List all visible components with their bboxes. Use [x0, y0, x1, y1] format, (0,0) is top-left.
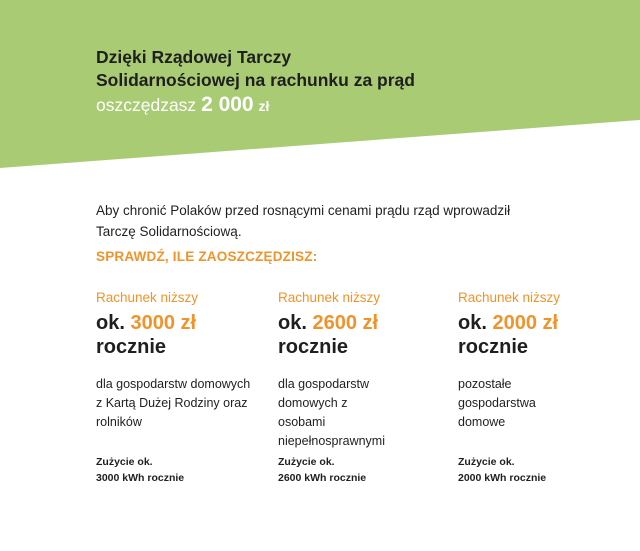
column-amount: [278, 311, 438, 359]
column-label: Rachunek niższy: [458, 290, 561, 305]
savings-column-large-families: [96, 289, 256, 484]
column-description: pozostałe gospodarstwa domowe: [458, 377, 536, 429]
amount-prefix: ok.: [96, 312, 125, 334]
amount-suffix: rocznie: [96, 336, 167, 358]
column-usage: [458, 454, 638, 486]
amount-suffix: rocznie: [278, 336, 349, 358]
amount-value: 2600 zł: [312, 312, 379, 334]
usage-line-2: 2600 kWh rocznie: [278, 472, 367, 484]
column-amount: [458, 311, 618, 359]
usage-line-2: 3000 kWh rocznie: [96, 472, 185, 484]
amount-value: 3000 zł: [130, 312, 197, 334]
usage-line-1: Zużycie ok.: [96, 456, 153, 468]
column-amount: [96, 311, 256, 359]
usage-line-2: 2000 kWh rocznie: [458, 472, 547, 484]
savings-column-other: [458, 289, 618, 484]
usage-line-1: Zużycie ok.: [278, 456, 335, 468]
savings-prefix: oszczędzasz: [96, 95, 197, 115]
amount-value: 2000 zł: [492, 312, 559, 334]
savings-currency: zł: [258, 98, 270, 114]
column-description: dla gospodarstw domowych z osobami niepełnosprawnymi: [278, 377, 386, 448]
savings-column-disabled: [278, 289, 438, 484]
column-description: dla gospodarstw domowych z Kartą Dużej Rodziny oraz rolników: [96, 377, 251, 429]
hero-line-1: Dzięki Rządowej Tarczy: [96, 47, 292, 67]
amount-prefix: ok.: [458, 312, 487, 334]
savings-amount: 2 000: [201, 93, 254, 116]
usage-line-1: Zużycie ok.: [458, 456, 515, 468]
check-savings-heading: SPRAWDŹ, ILE ZAOSZCZĘDZISZ:: [96, 249, 318, 264]
hero-savings: [96, 93, 415, 118]
column-label: Rachunek niższy: [96, 290, 199, 305]
column-label: Rachunek niższy: [278, 290, 381, 305]
column-usage: [96, 454, 276, 486]
amount-suffix: rocznie: [458, 336, 529, 358]
hero-heading: [96, 46, 415, 118]
amount-prefix: ok.: [278, 312, 307, 334]
column-usage: [278, 454, 458, 486]
intro-text: Aby chronić Polaków przed rosnącymi cenami prądu rząd wprowadził Tarczę Solidarnościową.: [96, 203, 511, 239]
hero-line-2: Solidarnościowej na rachunku za prąd: [96, 70, 415, 90]
